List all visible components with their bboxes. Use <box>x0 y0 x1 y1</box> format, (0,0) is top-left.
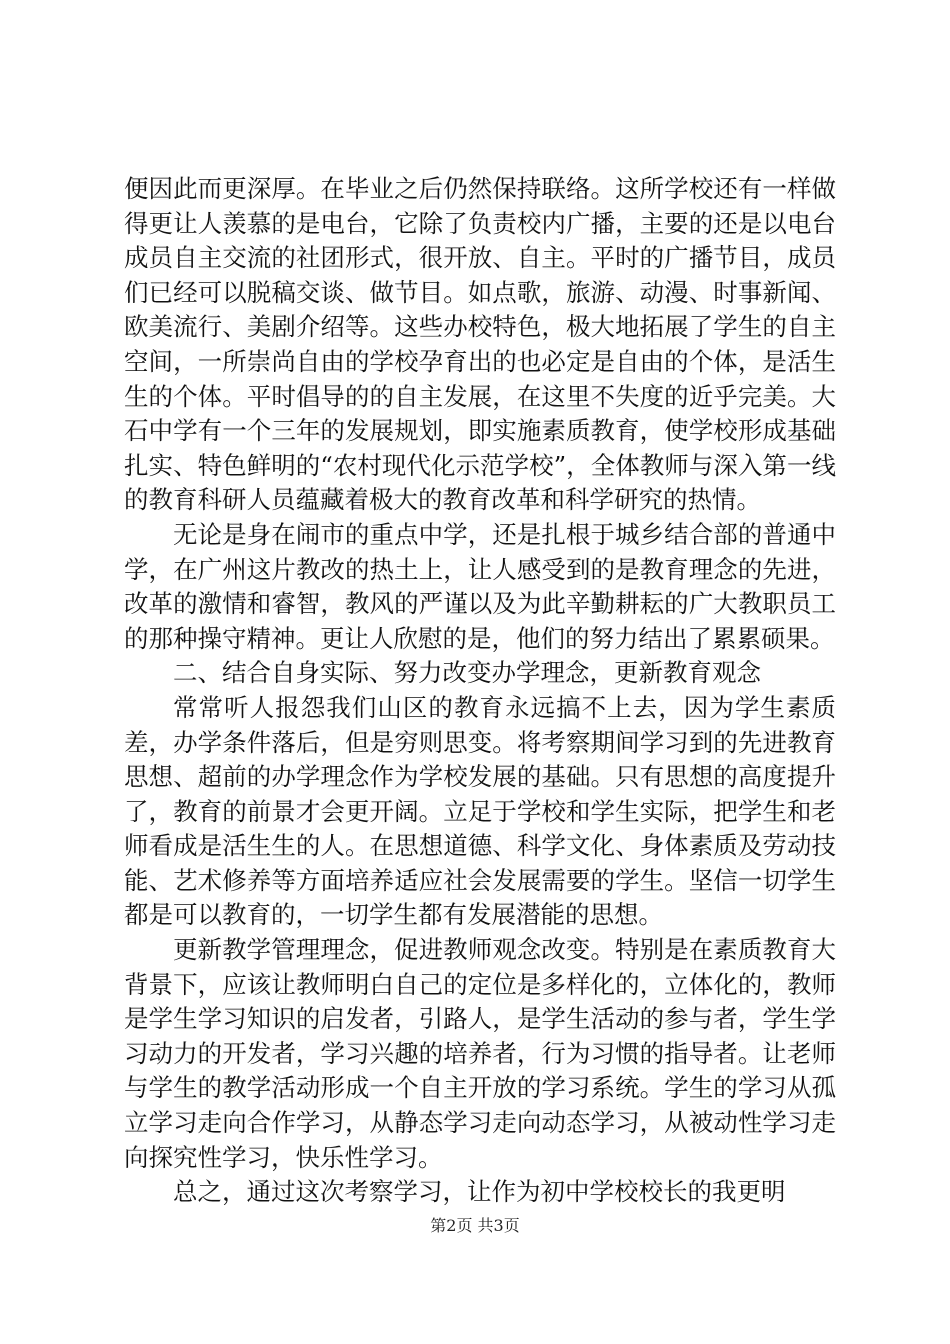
paragraph-2: 无论是身在闹市的重点中学，还是扎根于城乡结合部的普通中学，在广州这片教改的热土上，让人感受到的是教育理念的先进，改革的激情和睿智，教风的严谨以及为此辛勤耕耘的广大教职员工的那种操守精神。更让人欣慰的是，他们的努力结出了累累硕果。 <box>124 519 836 653</box>
document-body <box>124 172 836 1210</box>
paragraph-5: 总之，通过这次考察学习，让作为初中学校校长的我更明 <box>173 1177 786 1207</box>
paragraph-3: 常常听人报怨我们山区的教育永远搞不上去，因为学生素质差，办学条件落后，但是穷则思变。将考察期间学习到的先进教育思想、超前的办学理念作为学校发展的基础。只有思想的高度提升了，教育的前景才会更开阔。立足于学校和学生实际，把学生和老师看成是活生生的人。在思想道德、科学文化、身体素质及劳动技能、艺术修养等方面培养适应社会发展需要的学生。坚信一切学生都是可以教育的，一切学生都有发展潜能的思想。 <box>124 692 836 930</box>
paragraph-4: 更新教学管理理念，促进教师观念改变。特别是在素质教育大背景下，应该让教师明白自己的定位是多样化的，立体化的，教师是学生学习知识的启发者，引路人，是学生活动的参与者，学生学习动力的开发者，学习兴趣的培养者，行为习惯的指导者。让老师与学生的教学活动形成一个自主开放的学习系统。学生的学习从孤立学习走向合作学习，从静态学习走向动态学习，从被动性学习走向探究性学习，快乐性学习。 <box>124 935 836 1172</box>
paragraph-1: 便因此而更深厚。在毕业之后仍然保持联络。这所学校还有一样做得更让人羡慕的是电台，它除了负责校内广播，主要的还是以电台成员自主交流的社团形式，很开放、自主。平时的广播节目，成员们已经可以脱稿交谈、做节目。如点歌，旅游、动漫、时事新闻、欧美流行、美剧介绍等。这些办校特色，极大地拓展了学生的自主空间，一所崇尚自由的学校孕育出的也必定是自由的个体，是活生生的个体。平时倡导的的自主发展，在这里不失度的近乎完美。大石中学有一个三年的发展规划，即实施素质教育，使学校形成基础扎实、特色鲜明的“农村现代化示范学校”，全体教师与深入第一线的教育科研人员蕴藏着极大的教育改革和科学研究的热情。 <box>124 174 836 515</box>
section-heading: 二、结合自身实际、努力改变办学理念，更新教育观念 <box>173 658 761 688</box>
page-number-footer: 第2页 共3页 <box>430 1216 520 1235</box>
